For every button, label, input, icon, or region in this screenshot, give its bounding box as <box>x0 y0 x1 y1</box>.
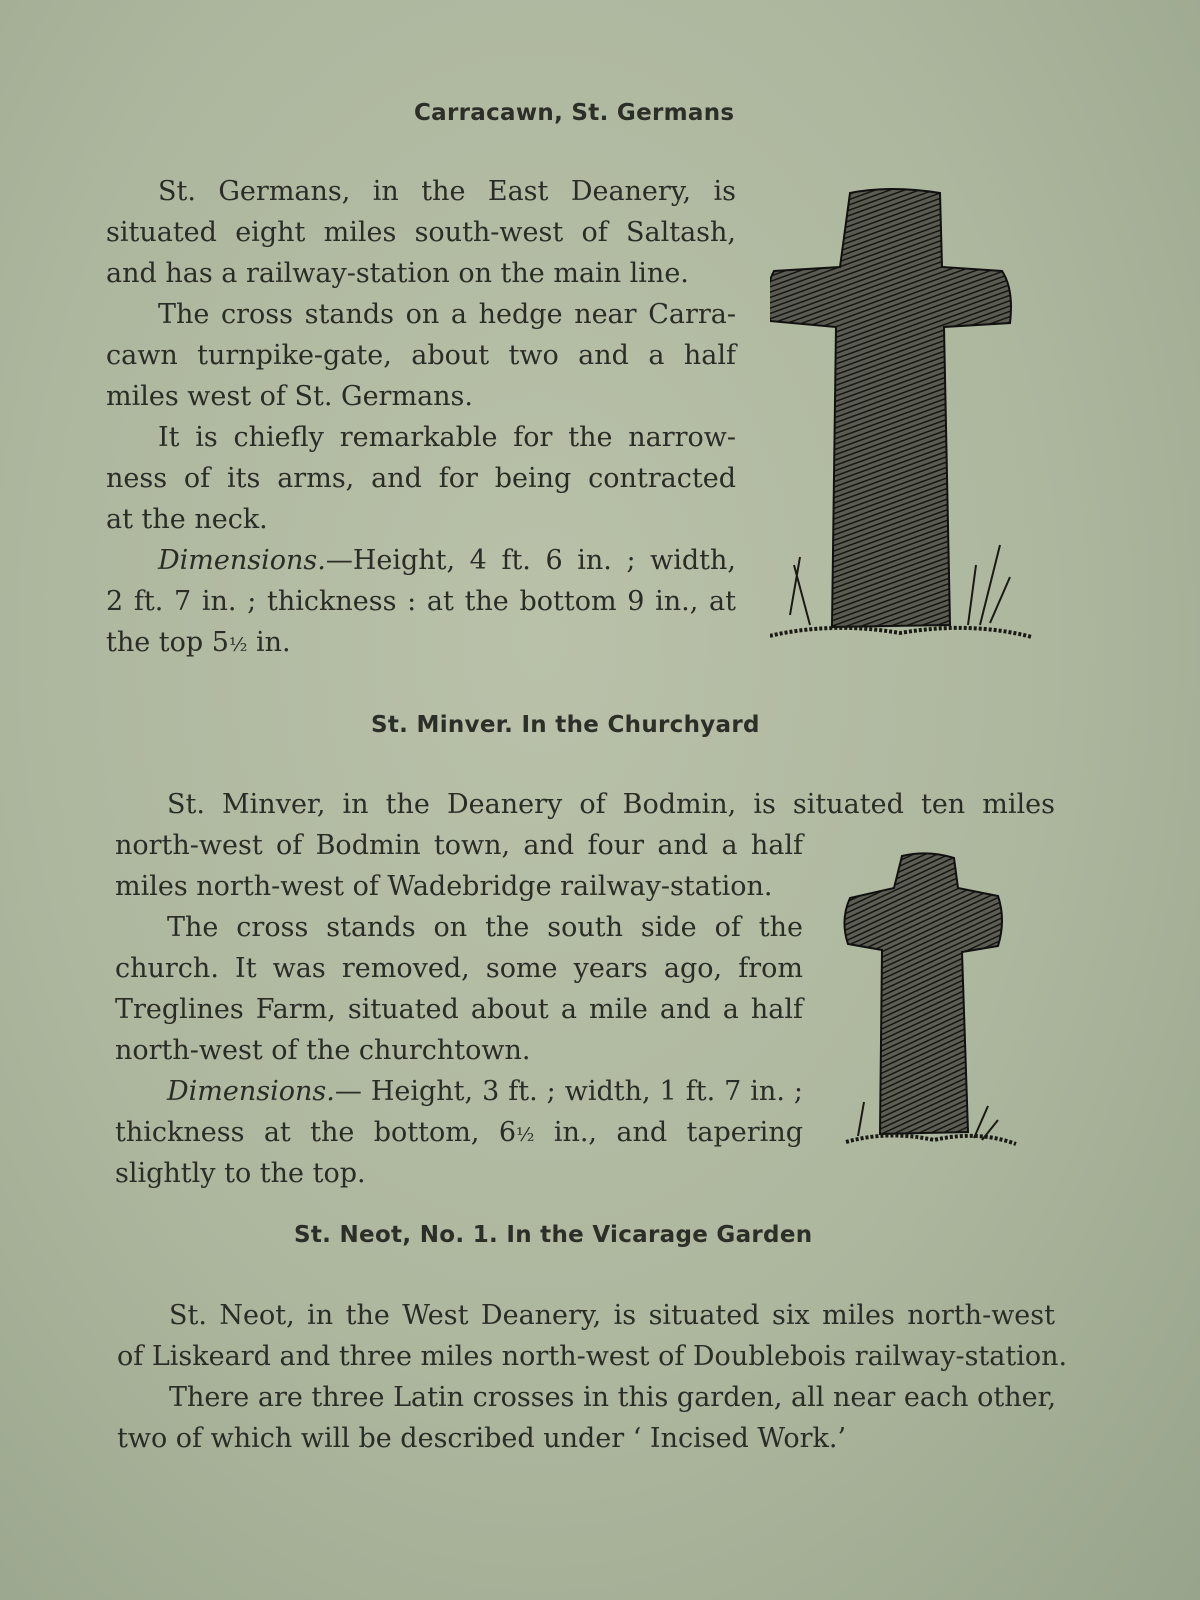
paragraph-line: cawn turnpike-gate, about two and a half <box>106 340 736 371</box>
dimensions-text: the top 5 <box>106 627 229 658</box>
paragraph-line: two of which will be described under ‘ Incised Work.’ <box>117 1423 847 1454</box>
dimensions-text: in. <box>247 627 291 658</box>
dimensions-text: —Height, 4 ft. 6 in. ; width, <box>325 545 736 576</box>
paragraph-line: miles north-west of Wadebridge railway-station. <box>115 871 773 902</box>
paragraph-line: It is chiefly remarkable for the narrow- <box>158 422 736 453</box>
section-body-st-minver-continued <box>115 825 803 1194</box>
stone-cross-illustration <box>838 850 1028 1180</box>
dimensions-line: slightly to the top. <box>115 1158 366 1189</box>
paragraph-line: The cross stands on the south side of the <box>167 912 803 943</box>
paragraph-line: church. It was removed, some years ago, from <box>115 953 803 984</box>
dimensions-line <box>115 1112 803 1153</box>
paragraph-line: north-west of the churchtown. <box>115 1035 531 1066</box>
paragraph-line: ness of its arms, and for being contracted <box>106 463 736 494</box>
paragraph-line: situated eight miles south-west of Saltash, <box>106 217 736 248</box>
paragraph-line: of Liskeard and three miles north-west of Doublebois railway-station. <box>117 1341 1068 1372</box>
paragraph-line: and has a railway-station on the main line. <box>106 258 689 289</box>
paragraph-line: miles west of St. Germans. <box>106 381 473 412</box>
paragraph-line: at the neck. <box>106 504 268 535</box>
section-body-carracawn <box>106 171 736 663</box>
section-body-st-minver <box>115 784 1055 825</box>
dimensions-line <box>106 622 736 663</box>
dimensions-line <box>106 540 736 581</box>
dimensions-label: Dimensions. <box>158 545 326 576</box>
section-heading-st-minver: St. Minver. In the Churchyard <box>371 712 760 738</box>
section-body-st-neot <box>117 1295 1068 1459</box>
stone-cross-illustration <box>770 185 1040 665</box>
paragraph-line: St. Germans, in the East Deanery, is <box>158 176 736 207</box>
dimensions-text: in., and tapering <box>534 1117 803 1148</box>
dimensions-label: Dimensions. <box>167 1076 335 1107</box>
section-heading-st-neot: St. Neot, No. 1. In the Vicarage Garden <box>294 1222 813 1248</box>
paragraph-line: St. Neot, in the West Deanery, is situated six miles north-west <box>169 1300 1055 1331</box>
dimensions-text: thickness at the bottom, 6 <box>115 1117 517 1148</box>
fraction: ½ <box>516 1124 535 1146</box>
paragraph-line: north-west of Bodmin town, and four and a half <box>115 830 803 861</box>
dimensions-line <box>115 1071 803 1112</box>
paragraph-line: The cross stands on a hedge near Carra- <box>158 299 736 330</box>
dimensions-text: — Height, 3 ft. ; width, 1 ft. 7 in. ; <box>334 1076 803 1107</box>
paragraph-line: Treglines Farm, situated about a mile and a half <box>115 994 803 1025</box>
paragraph-line: There are three Latin crosses in this garden, all near each other, <box>169 1382 1057 1413</box>
fraction: ½ <box>228 634 248 656</box>
section-heading-carracawn: Carracawn, St. Germans <box>414 100 735 126</box>
paragraph-line: St. Minver, in the Deanery of Bodmin, is situated ten miles <box>167 789 1055 820</box>
dimensions-line: 2 ft. 7 in. ; thickness : at the bottom 9 in., at <box>106 586 736 617</box>
